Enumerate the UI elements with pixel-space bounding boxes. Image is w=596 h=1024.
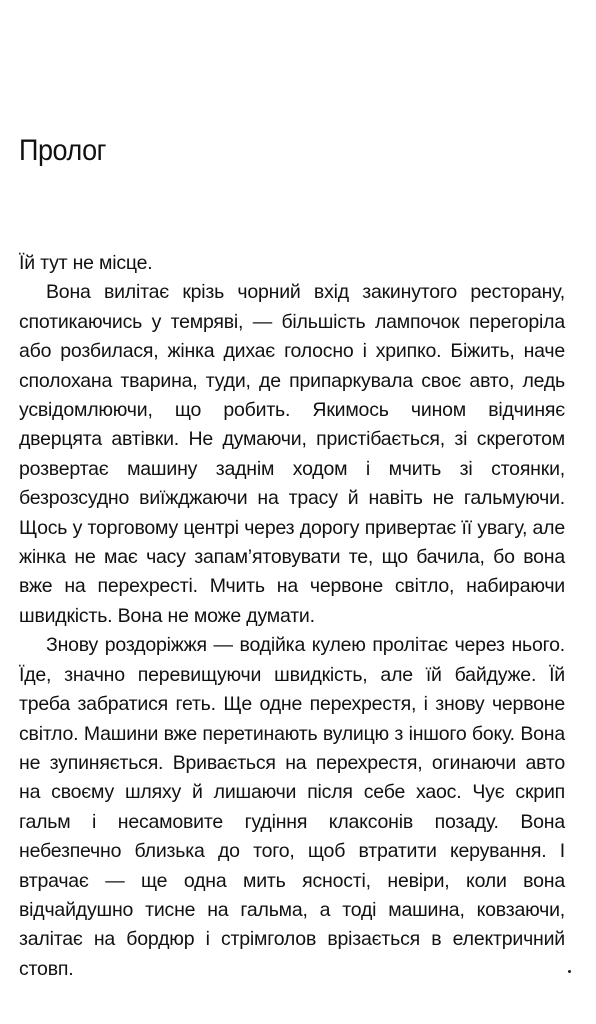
chapter-body <box>19 249 565 984</box>
paragraph-2: Вона вилітає крізь чорний вхід закинутого ресторану, спотикаючись у темряві, — більшість лампочок перегоріла або розбилася, жінка дихає голосно і хрипко. Біжить, наче сполохана тварина, туди, де припаркувала своє авто, ледь усвідомлюючи, що робить. Якимось чином відчиняє дверцята автівки. Не думаючи, пристібається, зі скреготом розвертає машину заднім ходом і мчить зі стоянки, безрозсудно виїжджаючи на трасу й навіть не гальмуючи. Щось у торговому центрі через дорогу привертає її увагу, але жінка не має часу запам’ятовувати те, що бачила, бо вона вже на перехресті. Мчить на червоне світло, набираючи швидкість. Вона не може думати. <box>19 281 565 627</box>
paragraph-1: Їй тут не місце. <box>19 252 153 274</box>
chapter-title: Пролог <box>19 134 107 167</box>
paragraph-3: Знову роздоріжжя — водійка кулею пролітає через нього. Їде, значно перевищуючи швидкість, але їй байдуже. Їй треба забратися геть. Ще одне перехрестя, і знову червоне світло. Машини вже перетинають вулицю з іншого боку. Вона не зупиняється. Вривається на перехрестя, огинаючи авто на своєму шляху й лишаючи після себе хаос. Чує скрип гальм і несамовите гудіння клаксонів позаду. Вона небезпечно близька до того, щоб втратити керування. І втрачає — ще одна мить ясності, невіри, коли вона відчайдушно тисне на гальма, а тоді машина, ковзаючи, залітає на бордюр і стрімголов врізається в електричний стовп. <box>19 634 565 980</box>
stray-dot <box>568 970 571 973</box>
